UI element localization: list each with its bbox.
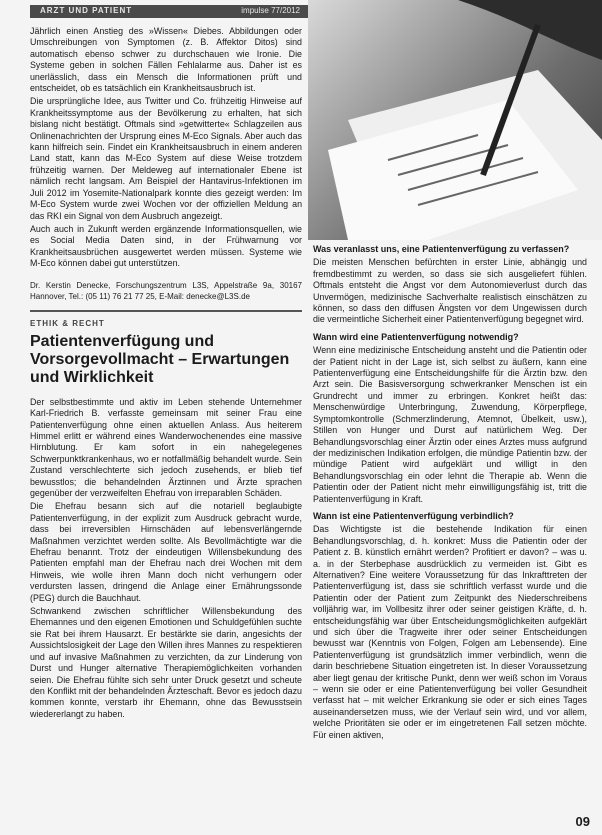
right-column <box>313 238 587 743</box>
paragraph: Jährlich einen Anstieg des »Wissen« Diebes. Abbildungen oder Umschreibungen von Symptomen (z. B. Affektor Ditos) sind automatisch ebenso schwer zu durchschauen wie Ironie. Die Systeme geben in solchen Fällen Fehlalarme aus. Daher ist es unerlässlich, dass ein Mensch die Informationen prüft und entscheidet, ob es tatsächlich ein Krankheitsausbruch ist. <box>30 26 302 94</box>
paragraph: Die meisten Menschen befürchten in erster Linie, abhängig und fremdbestimmt zu werden, so dass sie sich ausgeliefert fühlen. Oftmals entsteht die Angst vor dem Autonomieverlust durch das Unvermögen, medizinische Sachverhalte realistisch einschätzen zu können, so dass den diffusen Ängsten vor dem Ungewissen durch die vermeintliche Sicherheit einer Patientenverfügung begegnet wird. <box>313 257 587 325</box>
article-category: ETHIK & RECHT <box>30 319 105 329</box>
issue-label: impulse 77/2012 <box>241 6 300 15</box>
signing-document-image <box>308 0 602 240</box>
section-heading: Wann wird eine Patientenverfügung notwendig? <box>313 331 519 342</box>
section-divider <box>30 310 302 312</box>
section-heading: Was veranlasst uns, eine Patientenverfügung zu verfassen? <box>313 244 570 254</box>
left-column <box>30 26 302 722</box>
paragraph: Das Wichtigste ist die bestehende Indikation für einen Behandlungsvorschlag, d. h. konkret: Muss die Patientin oder der Patient z. B. künstlich ernährt werden? Profitiert er davon? – was u. a. in der Sterbephase ausdrücklich zu vermeiden ist. Gibt es Alternativen? Eine weitere Voraussetzung für das Inkrafttreten der Patientenverfügung ist, dass sie schriftlich verfasst wurde und die Patientin oder der Patient zum Zeitpunkt des Niederschreibens volljährig war, im Vollbesitz ihrer oder seiner geistigen Kräfte, d. h. entscheidungsfähig war über Entscheidungsmöglichkeiten aufgeklärt und sich über die Tragweite ihrer oder seiner Entscheidungen bewusst war (Kenntnis von Folgen, Folgen am Lebensende). Eine Patientenverfügung ist grundsätzlich immer verbindlich, wenn die darin beschriebene Situation eingetreten ist. In dieser Voraussetzung aber liegt genau der kritische Punkt, denn wer weiß schon im Voraus – wenn sie oder er eine Patientenverfügung bei voller Gesundheit verfasst hat – mit welcher Erkrankung sie oder er sich eines Tages auseinandersetzen muss, wie der Verlauf sein wird, und vor allem, welche Prioritäten sie oder er im eingetretenen Fall setzen möchte. Für einen aktiven, <box>313 524 587 740</box>
paragraph: Die ursprüngliche Idee, aus Twitter und Co. frühzeitig Hinweise auf Krankheitssymptome aus der Bevölkerung zu erhalten, hat sich bislang nicht bestätigt. Oftmals sind »getwitterte« Schlagzeilen aus Onlinenachrichten der Ursprung eines M-Eco Signals. Aber auch das kann hilfreich sein. Findet ein Krankheitsausbruch in einem anderen Land statt, kann das M-Eco System auf diese Weise trotzdem frühzeitig warnen. Der Meldeweg auf internationaler Ebene ist nämlich recht langsam. Am Beispiel der Hantavirus-Infektionen im Juli 2012 im Yosemite-Nationalpark konnte dies gezeigt werden: Im M-Eco System wurde zwei Wochen vor der offiziellen Meldung an das RKI ein Signal von dem Ausbruch angezeigt. <box>30 96 302 221</box>
paragraph: Schwankend zwischen schriftlicher Willensbekundung des Ehemannes und den eigenen Emotionen und Schuldgefühlen suchte sie Rat bei ihrem Hausarzt. Er bestärkte sie darin, angesichts der Aussichtslosigkeit der Lage den Willen ihres Mannes zu respektieren und auf invasive Maßnahmen zu verzichten, da zur Linderung von Durst und Hunger alternative Therapiemöglichkeiten vorhanden seien. Die Ehefrau fühlte sich sehr unter Druck gesetzt und scheute den Konflikt mit der behandelnden Ärzteschaft. Bevor es jedoch dazu kommen konnte, verstarb ihr Ehemann, ohne das Bewusstsein wiedererlangt zu haben. <box>30 606 302 719</box>
paragraph: Der selbstbestimmte und aktiv im Leben stehende Unternehmer Karl-Friedrich B. verfasste gemeinsam mit seiner Frau eine Patientenverfügung ohne einen aktuellen Anlass. Aus heiterem Himmel erlitt er während eines Wanderwochenendes eine massive Hirnblutung. Er kam sofort in ein nahegelegenes Schwerpunktkrankenhaus, wo er notfallmäßig behandelt wurde. Sein Zustand verschlechterte sich jedoch zusehends, er blieb tief bewusstlos; die behandelnden Ärztinnen und Ärzte sprachen gegenüber der verzweifelten Ehefrau von irreparablen Schäden. <box>30 396 302 498</box>
paragraph: Auch auch in Zukunft werden ergänzende Informationsquellen, wie es Social Media Daten sind, in der Frühwarnung vor Krankheitsausbrüchen ausgewertet werden müssen. Systeme wie M-Eco können dabei gut unterstützen. <box>30 223 302 269</box>
page-number: 09 <box>575 814 590 829</box>
section-label: ARZT UND PATIENT <box>40 6 133 15</box>
author-signature: Dr. Kerstin Denecke, Forschungszentrum L3S, Appelstraße 9a, 30167 Hannover, Tel.: (05 11) 76 21 77 25, E-Mail: denecke@L3S.de <box>30 280 302 301</box>
paragraph: Die Ehefrau besann sich auf die notariell beglaubigte Patientenverfügung, in der explizit zum Ausdruck gebracht wurde, dass bei irreversiblen Hirnschäden auf lebensverlängernde Maßnahmen verzichtet werden sollte. Als Bevollmächtigte war die Ehefrau benannt. Trotz der eindeutigen Willensbekundung des Patienten empfahl man der Ehefrau nach drei Wochen mit dem Hinweis, wie wolle ihren Mann doch nicht verhungern oder verdursten lassen, dringend die Anlage einer Ernährungssonde (PEG) durch die Bauchhaut. <box>30 501 302 603</box>
header-bar <box>30 5 308 18</box>
article-photo <box>308 0 602 240</box>
article-title: Patientenverfügung und Vorsorgevollmacht – Erwartungen und Wirklichkeit <box>30 332 290 386</box>
paragraph: Wenn eine medizinische Entscheidung ansteht und die Patientin oder der Patient nicht in der Lage ist, sich selbst zu äußern, kann eine Patientenverfügung eine Entscheidungshilfe für die Ärztin bzw. den Arzt sein. Die Basisversorgung schwerkranker Menschen ist ein Grundrecht und immer zu erbringen. Konkret heißt das: Menschenwürdige Unterbringung, Zuwendung, Körperpflege, Symptomkontrolle (Schmerzlinderung, Atemnot, Übelkeit, usw.), Stillen von Hunger und Durst auf natürlichem Weg. Der Behandlungsvorschlag einer Ärztin oder eines Arztes muss aufgrund der medizinischen Indikation erfolgen, die mündige Patientin bzw. der mündige Patient wird aufgeklärt und willigt in den Behandlungsvorschlag ein oder lehnt die Therapie ab. Wenn die Patientin oder der Patient nicht mehr einwilligungsfähig ist, tritt die Patientenverfügung in Kraft. <box>313 345 587 504</box>
section-heading: Wann ist eine Patientenverfügung verbindlich? <box>313 510 514 521</box>
